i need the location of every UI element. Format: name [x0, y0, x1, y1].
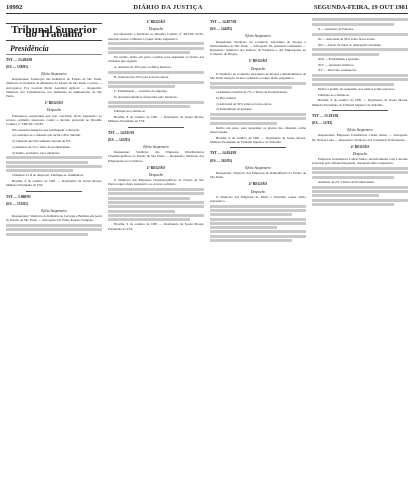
list-item: a) Aumento Salarial de 7%, a Título de Produtividade. [216, 90, 288, 95]
text-line [312, 176, 394, 179]
publication-date: SEGUNDA-FEIRA, 19 OUT 1981 [313, 4, 408, 11]
case-reference-sub: (ES — 12/81) [312, 120, 333, 125]
section-title: Presidência [6, 45, 102, 54]
list-item: b) Cláusula que fixa aumento salarial de 8%. [12, 139, 72, 144]
text-line [108, 85, 175, 88]
text-line [312, 23, 394, 26]
text-line [312, 74, 408, 77]
court-banner: Tribunal Superior do Trabalho [6, 23, 102, 41]
signature: Brasília, 9 de outubro de 1981 — Raymundo de Souza Moura, Ministro Presidente do Tribunal Superior do Trabalho. [210, 135, 306, 145]
signature: Brasília, 6 de outubro de 1981 — Raymundo de Souza Moura, Presidente do TST. [108, 222, 204, 231]
text-line [312, 171, 408, 174]
case-reference-sub: (ES — 165/81) [210, 158, 233, 163]
paragraph: Publique-se e intime-se. [114, 109, 146, 114]
list-item: d) Estabilidade da gestante. [216, 107, 253, 112]
text-line [210, 230, 306, 233]
text-line [312, 203, 394, 206]
text-line [312, 53, 379, 56]
case-type: Efeito Suspensivo [41, 72, 67, 77]
text-line [108, 47, 204, 50]
paragraph: Requerente: Sindicato das Empresas Distribuidoras Cinematográficas do Estado de São Paulo — Requerido: Sindicato dos Empregados no Comércio. [108, 150, 204, 163]
text-line [108, 188, 204, 191]
signature: Brasília, 9 de outubro de 1981 — Raymundo de Souza Moura, Ministro Presidente do Tribunal Superior do Trabalho. [312, 98, 408, 107]
despacho-heading: Despacho [148, 27, 164, 32]
text-line [108, 51, 190, 54]
case-reference: TST — 13.193/81 [312, 113, 339, 118]
column-4 [312, 17, 408, 495]
case-reference: TST — 14.054/81 [210, 151, 237, 156]
text-line [6, 233, 88, 236]
paragraph: Requerentes: Sindicato da Indústria de Cervejas e Bebidas em Geral do Estado de São Paulo — Advogado: Dr. Paulo Ernesto Sampaio. [6, 214, 102, 223]
list-item: C. Estabilidade — Garantia do emprego. [114, 89, 168, 94]
case-type: Efeito Suspensivo [143, 144, 169, 149]
text-line [108, 192, 204, 195]
divider [230, 147, 286, 148]
case-reference-sub: (ES — 144/81) [210, 27, 233, 32]
case-reference-sub: (ES — 153/81) [6, 201, 29, 206]
text-line [312, 78, 408, 81]
divider [26, 191, 82, 192]
paragraph: O Sindicato do Comércio Atacadista de Drogas e Medicamentos de São Paulo interpõe recurso ordinário e requer efeito suspensivo. [210, 71, 306, 81]
paragraph: Do exame, defiro em parte o pedido para suspender os efeitos das cláusulas que seguem. [108, 55, 204, 64]
text-line [108, 201, 204, 204]
list-item: D. Atestados médicos fornecidos pelo Sindicato. [114, 95, 179, 100]
region-heading: 4º REGIÃO [350, 144, 370, 149]
text-line [108, 197, 190, 200]
text-line [6, 224, 102, 227]
text-line [312, 48, 408, 51]
text-line [108, 81, 204, 84]
list-item: b) Piso salarial. [216, 96, 237, 101]
list-item: c) Adicional de 50% sobre as horas extras. [216, 101, 273, 106]
case-reference: TST — 5.068/81 [6, 194, 31, 199]
text-line [108, 218, 190, 221]
text-line [210, 239, 292, 242]
case-reference: TST — 14.057/81 [210, 20, 237, 24]
text-line [210, 122, 277, 125]
divider [128, 127, 184, 128]
list-item: XIV — Atestados médicos. [318, 62, 355, 67]
list-item: d) Salário normativo para substituto. [12, 150, 61, 155]
case-reference: TST — 13.494/81 [6, 57, 33, 62]
paragraph: Pretende-se requerentes que seja concedido efeito suspensivo ao recurso ordinário interposto contra a decisão proferida no Dissídio Coletivo nº TRT-DC-110/81. [6, 113, 102, 127]
despacho-heading: Despacho [148, 172, 164, 177]
text-line [210, 218, 306, 221]
list-item: XI — Adicional de 50% sobre horas extras. [318, 36, 376, 41]
despacho-heading: Despacho [46, 108, 62, 113]
case-type: Efeito Suspensivo [245, 34, 271, 39]
text-line [108, 105, 190, 108]
region-heading: 2º REGIÃO [44, 101, 64, 106]
list-item: A. Abertura de 30% para os filhos menores. [114, 65, 172, 70]
list-item: XIII — Estabilidade à gestante. [318, 56, 360, 61]
paragraph: Requerente: Sindicato das Empresas de Radiodifusão no Estado de São Paulo. [210, 170, 306, 180]
case-type: Efeito Suspensivo [347, 128, 373, 133]
paragraph: Inconformado o Sindicato no Dissídio Coletivo nº TRT-DC-52/81, interpõe recurso ordinário e requer efeito suspensivo. [108, 32, 204, 41]
text-line [312, 167, 408, 170]
columns [6, 17, 408, 495]
text-line [6, 161, 88, 164]
text-line [210, 222, 306, 225]
text-line [210, 82, 306, 85]
page-number: 10992 [6, 4, 23, 11]
list-item: XII — Abono de faltas ao empregado estudante. [318, 42, 382, 47]
text-line [108, 101, 204, 104]
text-line [108, 210, 175, 213]
text-line [312, 199, 408, 202]
paragraph: Requerentes: Federação das Indústrias do Estado de São Paulo, Sindicato da Indústria de Alimentos do Estado de São Paulo e outros — Advogados: Eca Lacerda Mello Aureliani Aymard — Requerido: Sindicato dos Trabalhadores nas Indústrias da Alimentação de São Paulo. [6, 77, 102, 99]
text-line [108, 71, 204, 74]
text-line [312, 186, 408, 189]
list-item: X — Aumento de Funções. [318, 26, 354, 31]
paragraph: O Sindicato das Empresas Cinematográficas do Estado de São Paulo requer efeito suspensivo ao recurso ordinário. [108, 178, 204, 187]
paragraph: Cláusulas I e II do despacho. Publique-se. Intimem-se. [12, 173, 84, 178]
signature: Brasília, 8 de outubro de 1981 — Raymundo de Souza Moura, Ministro Presidente do TST. [108, 115, 204, 124]
journal-title: DIÁRIO DA JUSTIÇA [133, 4, 203, 11]
paragraph: Requerentes: Empresas Jornalísticas Caldas Júnior — Advogado: Dr. Nelson Leite — Requerido: Sindicato dos Jornalistas Profissionais. [312, 133, 408, 142]
column-1 [6, 17, 102, 495]
despacho-heading: Despacho [250, 189, 266, 194]
text-line [6, 169, 73, 172]
divider [332, 110, 388, 111]
list-item: XV — Desconto assistencial. [318, 68, 357, 73]
text-line [6, 165, 102, 168]
text-line [210, 113, 306, 116]
column-3 [210, 17, 306, 495]
text-line [6, 156, 102, 159]
list-item: a) Considera-se a cláusula que inclui a Piso Salarial. [12, 133, 81, 138]
text-line [108, 205, 204, 208]
text-line [108, 214, 204, 217]
paragraph: O Sindicato das Empresas de Rádio e Televisão requer efeito suspensivo. [210, 194, 306, 203]
case-type: Efeito Suspensivo [245, 165, 271, 170]
text-line [312, 83, 394, 86]
case-reference-sub: (ES — 138/81) [6, 64, 29, 69]
case-type: Efeito Suspensivo [41, 208, 67, 213]
signature: Brasília, 6 de outubro de 1981 — Raymundo de Souza Moura, Ministro Presidente do TST. [6, 179, 102, 188]
text-line [210, 226, 277, 229]
region-heading: 2º REGIÃO [248, 59, 268, 64]
text-line [108, 42, 204, 45]
text-line [210, 86, 292, 89]
text-line [312, 194, 379, 197]
text-line [312, 18, 408, 21]
despacho-heading: Despacho [250, 66, 266, 71]
region-heading: 4º REGIÃO [248, 182, 268, 187]
text-line [312, 190, 408, 193]
paragraph: Empresas Jornalísticas Caldas Júnior, inconformadas com a decisão proferida pelo Tribunal Regional, requerem efeito suspensivo. [312, 157, 408, 166]
region-heading: 2º REGIÃO [146, 20, 166, 24]
list-item: c) Aumento de 2% a título de produtividade. [12, 144, 71, 149]
paragraph: Requerente: Sindicato do Comércio Atacadista de Drogas e Medicamentos do São Paulo — Advogado: Dr. Armando Guimarães — Requerido: Sindicato dos Práticos de Farmácia e dos Empregados no Comércio de Drogas. [210, 39, 306, 57]
paragraph: Defiro em parte, para suspender os efeitos das cláusulas acima mencionadas. [210, 126, 306, 135]
text-line [210, 209, 306, 212]
text-line [210, 205, 306, 208]
paragraph: Defiro o pedido de suspensão, nos termos acima expostos. [318, 86, 395, 91]
column-2 [108, 17, 204, 495]
text-line [210, 213, 292, 216]
despacho-heading: Despacho [352, 151, 368, 156]
text-line [210, 235, 306, 238]
page-header [6, 4, 408, 14]
region-heading: 2º REGIÃO [146, 165, 166, 170]
text-line [312, 33, 408, 36]
text-line [210, 117, 306, 120]
case-reference-sub: (ES — 143/81) [108, 137, 131, 142]
text-line [6, 228, 102, 231]
paragraph: Publique-se e intime-se. [318, 92, 350, 97]
list-item: B. Adicional de 20% para as horas extras. [114, 75, 170, 80]
list-item: Aumento de 2% a Título de Produtividade. [318, 179, 375, 184]
paragraph: Não existem elementos que justifiquem a alteração. [12, 127, 81, 132]
case-reference: TST — 14.011/81 [108, 130, 135, 135]
